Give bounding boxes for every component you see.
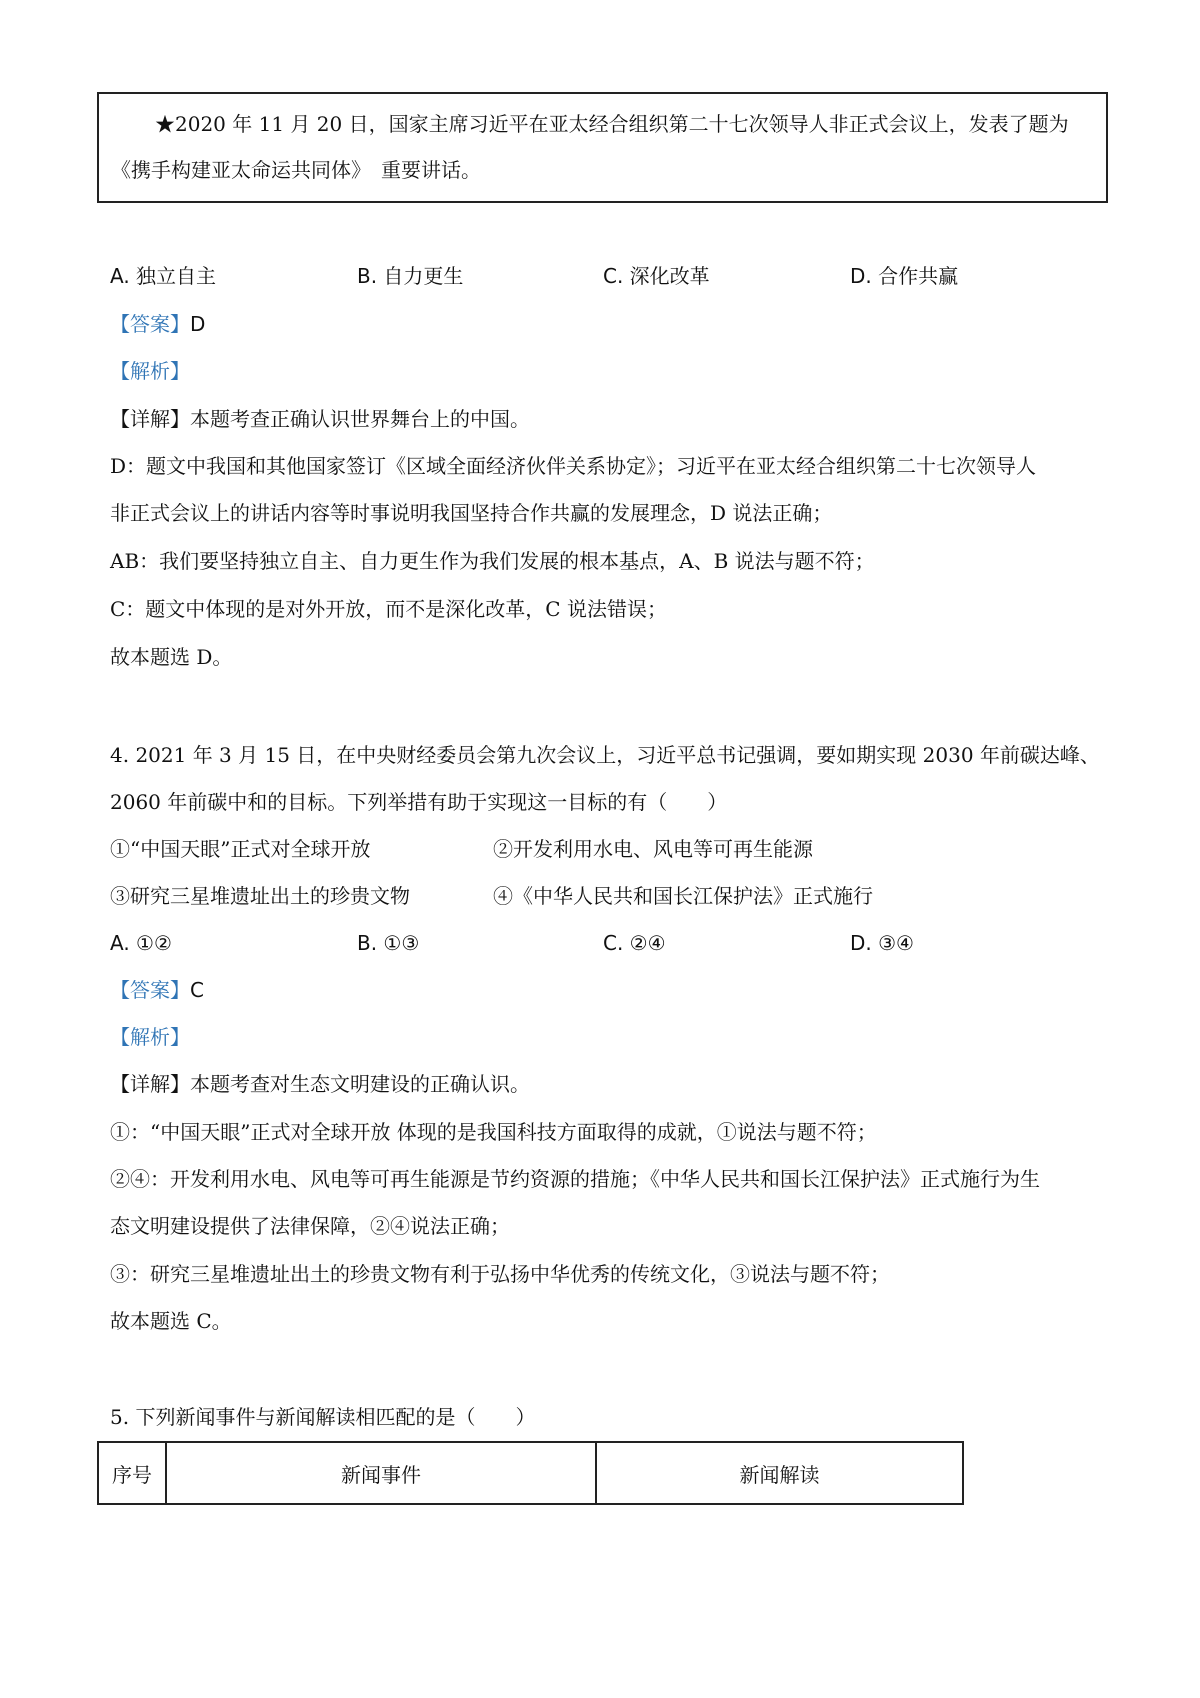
q3-option-a: A. 独立自主 [110,264,217,288]
q3-explanation-line: 【详解】本题考查正确认识世界舞台上的中国。 [110,407,530,431]
q4-option-a: A. ①② [110,931,172,955]
news-table [97,1441,964,1505]
q4-item-2: ②开发利用水电、风电等可再生能源 [493,837,813,861]
q3-option-d: D. 合作共赢 [850,264,959,288]
stimulus-line-1: ★2020 年 11 月 20 日，国家主席习近平在亚太经合组织第二十七次领导人非正式会议上，发表了题为 [155,112,1069,136]
q3-option-b: B. 自力更生 [357,264,464,288]
q4-stem-line: 4. 2021 年 3 月 15 日，在中央财经委员会第九次会议上，习近平总书记强调，要如期实现 2030 年前碳达峰、 [110,743,1100,767]
q4-option-b: B. ①③ [357,931,420,955]
answer-value: D [190,312,206,336]
answer-tag: 【答案】 [110,978,190,1002]
q4-explanation-line: ①：“中国天眼”正式对全球开放 体现的是我国科技方面取得的成就，①说法与题不符； [110,1120,877,1144]
q3-explanation-line: D：题文中我国和其他国家签订《区域全面经济伙伴关系协定》；习近平在亚太经合组织第二十七次领导人 [110,454,1037,478]
q4-answer [110,976,204,1004]
q4-stem-line: 2060 年前碳中和的目标。下列举措有助于实现这一目标的有（ ） [110,790,728,814]
q3-option-c: C. 深化改革 [603,264,710,288]
answer-tag: 【答案】 [110,312,190,336]
answer-value: C [190,978,204,1002]
q3-analysis-tag: 【解析】 [110,359,190,383]
stimulus-line-2: 《携手构建亚太命运共同体》 重要讲话。 [111,158,481,182]
q4-item-4: ④《中华人民共和国长江保护法》正式施行 [493,884,873,908]
table-header-cell: 序号 [98,1442,166,1504]
q3-explanation-line: 非正式会议上的讲话内容等时事说明我国坚持合作共赢的发展理念，D 说法正确； [110,501,833,525]
q3-explanation-line: AB：我们要坚持独立自主、自力更生作为我们发展的根本基点，A、B 说法与题不符； [110,549,875,573]
q4-explanation-line: ②④：开发利用水电、风电等可再生能源是节约资源的措施；《中华人民共和国长江保护法》正式施行为生 [110,1167,1040,1191]
q3-explanation-line: C：题文中体现的是对外开放，而不是深化改革，C 说法错误； [110,597,667,621]
q4-explanation-line: 故本题选 C。 [110,1309,232,1333]
stimulus-box [97,92,1108,203]
q5-stem: 5. 下列新闻事件与新闻解读相匹配的是（ ） [110,1405,536,1429]
q4-option-c: C. ②④ [603,931,666,955]
table-header-row [98,1442,963,1504]
q4-explanation-line: ③：研究三星堆遗址出土的珍贵文物有利于弘扬中华优秀的传统文化，③说法与题不符； [110,1262,890,1286]
q4-analysis-tag: 【解析】 [110,1025,190,1049]
q3-explanation-line: 故本题选 D。 [110,645,233,669]
q4-explanation-line: 【详解】本题考查对生态文明建设的正确认识。 [110,1072,530,1096]
q3-answer [110,310,205,338]
q4-option-d: D. ③④ [850,931,914,955]
q4-item-1: ①“中国天眼”正式对全球开放 [110,837,371,861]
table-header-cell: 新闻解读 [596,1442,963,1504]
table-header-cell: 新闻事件 [166,1442,596,1504]
q4-explanation-line: 态文明建设提供了法律保障，②④说法正确； [110,1214,510,1238]
q4-item-3: ③研究三星堆遗址出土的珍贵文物 [110,884,410,908]
